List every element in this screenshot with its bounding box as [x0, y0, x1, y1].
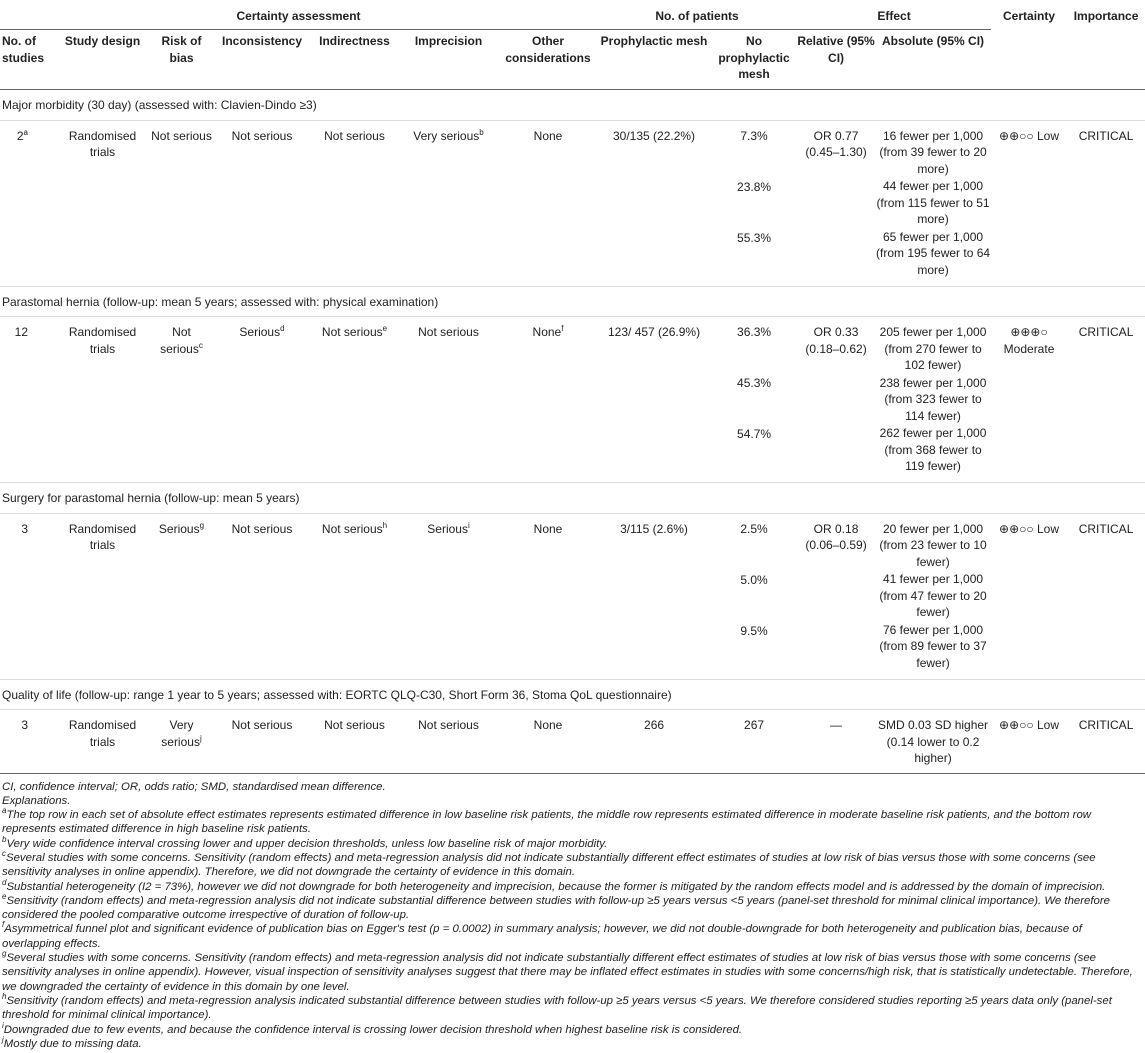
footnote-marker: h — [382, 520, 388, 530]
outcome-title: Quality of life (follow-up: range 1 year to 5 years; assessed with: EORTC QLQ-C30, Short Form 36, Stoma QoL questionnaire) — [0, 679, 1145, 710]
footnote-h — [2, 994, 1143, 1023]
footnote-text: Several studies with some concerns. Sensitivity (random effects) and meta-regression analysis did not indicate substantially different effect estimates of studies at low risk of bias versus those with some concerns (see sensitivity analyses in online appendix). Therefore, we did not downgrade the certainty of evidence in this domain. — [2, 851, 1096, 879]
cell-relative-text: OR 0.77 (0.45–1.30) — [805, 128, 867, 159]
cell-inconsistency — [213, 120, 311, 286]
footnote-marker: d — [280, 324, 285, 333]
baseline-risk: 5.0% — [740, 572, 768, 587]
cell-imprecision-text: Serious — [427, 521, 468, 536]
cell-absolute-effect — [875, 317, 991, 483]
cell-no-prophylactic-mesh — [711, 513, 797, 679]
baseline-risk: 23.8% — [737, 179, 772, 194]
cell-imprecision-text: Not serious — [418, 718, 479, 732]
cell-no-prophylactic-mesh — [711, 710, 797, 773]
cell-study-design-text: Randomised trials — [68, 718, 137, 749]
cell-inconsistency-text: Not serious — [231, 718, 293, 732]
cell-other-considerations — [499, 710, 597, 773]
cell-risk-of-bias-text: Very serious — [161, 718, 200, 749]
cell-indirectness — [311, 710, 398, 773]
baseline-risk: 2.5% — [740, 521, 768, 536]
cell-indirectness-text: Not serious — [324, 128, 385, 143]
cell-risk-of-bias-text: Not serious — [151, 128, 212, 143]
cell-other-considerations-text: None — [533, 521, 563, 536]
cell-imprecision — [398, 513, 499, 679]
cell-study-design — [55, 513, 150, 679]
header-certainty: Certainty — [991, 0, 1067, 90]
outcome-row — [0, 710, 1145, 773]
cell-prophylactic-mesh — [597, 120, 711, 286]
cell-other-considerations-text: None — [533, 718, 563, 732]
cell-study-design — [55, 120, 150, 286]
footnote-marker: g — [2, 949, 7, 959]
baseline-risk: 267 — [744, 718, 765, 732]
cell-inconsistency-text: Serious — [239, 325, 281, 339]
cell-importance — [1067, 120, 1145, 286]
footnote-marker: i — [2, 1020, 4, 1030]
header-no-of-patients: No. of patients — [597, 0, 797, 30]
baseline-risk: 45.3% — [737, 376, 772, 390]
cell-certainty-text: ⊕⊕○○ Low — [999, 128, 1059, 143]
header-importance: Importance — [1067, 0, 1145, 90]
cell-study-design-text: Randomised trials — [68, 521, 137, 552]
cell-indirectness-text: Not serious — [321, 325, 383, 339]
baseline-risk: 36.3% — [737, 325, 772, 339]
absolute-estimate: 44 fewer per 1,000 (from 115 fewer to 51 more) — [876, 179, 990, 226]
absolute-estimate: 65 fewer per 1,000 (from 195 fewer to 64 more) — [876, 229, 991, 277]
abbreviations: CI, confidence interval; OR, odds ratio; SMD, standardised mean difference. — [2, 780, 386, 793]
footnote-marker: a — [2, 806, 7, 816]
cell-certainty — [991, 710, 1067, 773]
footnote-marker: c — [198, 340, 203, 350]
cell-importance — [1067, 513, 1145, 679]
baseline-risk: 9.5% — [740, 623, 768, 638]
cell-imprecision — [398, 710, 499, 773]
footnote-text: Several studies with some concerns. Sensitivity (random effects) and meta-regression analysis did not indicate substantially different effect estimates of studies at low risk of bias versus those with some concerns (see sensitivity analyses in online appendix). However, visual inspection of sensitivity analyses suggest that there may be inflated effect estimates in studies with some concerns/high risk, that is statistically undetectable. Therefore, we downgraded the certainty of evidence in this domain by one level. — [2, 952, 1133, 993]
footnote-text: Mostly due to missing data. — [3, 1037, 142, 1050]
cell-imprecision — [398, 317, 499, 483]
footnote-e — [2, 894, 1143, 923]
footnote-j — [2, 1037, 1143, 1051]
footnote-marker: j — [2, 1035, 4, 1045]
footnote-marker: j — [199, 733, 202, 743]
footnote-marker: h — [2, 992, 7, 1002]
cell-no-prophylactic-mesh — [711, 317, 797, 483]
cell-importance-text: CRITICAL — [1078, 718, 1134, 732]
cell-indirectness-text: Not serious — [324, 718, 385, 732]
cell-relative — [797, 317, 875, 483]
baseline-risk: 7.3% — [740, 128, 768, 143]
footnote-marker: b — [479, 127, 484, 137]
footnote-marker: a — [23, 127, 28, 137]
cell-certainty — [991, 513, 1067, 679]
header-no-prophylactic-mesh: No prophylactic mesh — [711, 30, 797, 90]
absolute-estimate: 20 fewer per 1,000 (from 23 fewer to 10 fewer) — [879, 521, 987, 569]
footnote-b — [2, 834, 1143, 851]
footnote-text: The top row in each set of absolute effect estimates represents estimated difference in low baseline risk patients, the middle row represents estimated difference in moderate baseline risk patients, and the bottom row represents estimated difference in high baseline risk patients. — [2, 809, 1092, 836]
cell-prophylactic-mesh — [597, 513, 711, 679]
cell-inconsistency-text: Not serious — [231, 128, 293, 143]
cell-risk-of-bias-text: Serious — [158, 521, 200, 536]
cell-studies-text: 12 — [14, 325, 28, 339]
cell-importance — [1067, 317, 1145, 483]
cell-no-prophylactic-mesh — [711, 120, 797, 286]
cell-prophylactic-mesh — [597, 317, 711, 483]
absolute-estimate: 262 fewer per 1,000 (from 368 fewer to 119 fewer) — [879, 426, 987, 473]
cell-absolute-effect — [875, 513, 991, 679]
cell-studies-text: 2 — [16, 128, 24, 143]
cell-importance-text: CRITICAL — [1078, 325, 1134, 339]
footnote-marker: g — [199, 520, 205, 530]
cell-study-design-text: Randomised trials — [68, 128, 137, 159]
footnote-marker: f — [2, 920, 5, 930]
footnote-text: Sensitivity (random effects) and meta-regression analysis did not indicate substantial difference between studies with follow-up ≥5 years versus <5 years (panel-set threshold for minimal clinical importance). We therefore considered the pooled comparative outcome irrespective of duration of follow-up. — [2, 894, 1110, 922]
footnote-marker: f — [561, 324, 564, 333]
cell-inconsistency — [213, 317, 311, 483]
cell-studies — [0, 317, 55, 483]
cell-risk-of-bias — [150, 120, 213, 286]
outcome-title: Parastomal hernia (follow-up: mean 5 years; assessed with: physical examination) — [0, 286, 1145, 317]
cell-certainty — [991, 120, 1067, 286]
header-relative: Relative (95% CI) — [797, 30, 875, 90]
cell-studies — [0, 710, 55, 773]
cell-relative — [797, 513, 875, 679]
footnote-marker: c — [2, 849, 6, 859]
cell-prophylactic-mesh-text: 3/115 (2.6%) — [620, 521, 688, 536]
footnote-g — [2, 951, 1143, 994]
footnote-marker: b — [2, 834, 7, 844]
header-absolute: Absolute (95% CI) — [875, 30, 991, 90]
cell-relative-text: — — [830, 718, 843, 732]
header-prophylactic-mesh: Prophylactic mesh — [597, 30, 711, 90]
outcome-row — [0, 120, 1145, 286]
cell-risk-of-bias — [150, 317, 213, 483]
cell-certainty-text: ⊕⊕○○ Low — [999, 521, 1059, 536]
cell-prophylactic-mesh-text: 123/ 457 (26.9%) — [608, 325, 701, 339]
cell-risk-of-bias — [150, 710, 213, 773]
cell-relative-text: OR 0.18 (0.06–0.59) — [805, 521, 867, 552]
cell-importance-text: CRITICAL — [1078, 521, 1134, 536]
cell-studies-text: 3 — [21, 521, 28, 536]
outcome-row — [0, 513, 1145, 679]
cell-certainty-text: ⊕⊕⊕○ Moderate — [1003, 325, 1055, 356]
cell-certainty-text: ⊕⊕○○ Low — [999, 718, 1059, 732]
cell-risk-of-bias — [150, 513, 213, 679]
cell-inconsistency — [213, 710, 311, 773]
cell-relative — [797, 710, 875, 773]
header-effect: Effect — [797, 0, 991, 30]
cell-absolute-effect — [875, 710, 991, 773]
footnote-f — [2, 922, 1143, 951]
cell-importance — [1067, 710, 1145, 773]
cell-study-design — [55, 317, 150, 483]
absolute-estimate: 16 fewer per 1,000 (from 39 fewer to 20 more) — [879, 128, 987, 176]
footnote-marker: e — [2, 892, 7, 902]
cell-other-considerations — [499, 120, 597, 286]
cell-certainty — [991, 317, 1067, 483]
footnote-text: Very wide confidence interval crossing lower and upper decision thresholds, unless low baseline risk of major morbidity. — [6, 837, 608, 850]
explanations-heading: Explanations. — [2, 794, 71, 807]
table-footnotes — [0, 774, 1145, 1052]
outcome-title: Major morbidity (30 day) (assessed with: Clavien-Dindo ≥3) — [0, 90, 1145, 121]
footnote-list — [2, 808, 1143, 1051]
cell-indirectness — [311, 120, 398, 286]
outcome-rows — [0, 90, 1145, 773]
baseline-risk: 55.3% — [737, 230, 772, 245]
cell-studies-text: 3 — [21, 718, 28, 732]
absolute-estimate: 238 fewer per 1,000 (from 323 fewer to 114 fewer) — [879, 375, 987, 423]
cell-prophylactic-mesh — [597, 710, 711, 773]
cell-absolute-effect — [875, 120, 991, 286]
footnote-text: Downgraded due to few events, and because the confidence interval is crossing lower decision threshold when highest baseline risk is considered. — [3, 1023, 743, 1036]
cell-risk-of-bias-text: Not serious — [160, 325, 199, 356]
cell-other-considerations — [499, 317, 597, 483]
absolute-estimate: 205 fewer per 1,000 (from 270 fewer to 102 fewer) — [879, 325, 987, 372]
footnote-text: Substantial heterogeneity (I2 = 73%), however we did not downgrade for both heterogeneity and imprecision, because the former is mitigated by the random effects model and is addressed by the domain of imprecision. — [6, 880, 1106, 893]
cell-importance-text: CRITICAL — [1078, 128, 1134, 143]
cell-imprecision-text: Very serious — [413, 128, 480, 143]
cell-study-design-text: Randomised trials — [68, 325, 137, 356]
header-study-design: Study design — [55, 30, 150, 90]
footnote-marker: d — [2, 877, 7, 887]
header-inconsistency: Inconsistency — [213, 30, 311, 90]
cell-other-considerations — [499, 513, 597, 679]
cell-study-design — [55, 710, 150, 773]
header-no-of-studies: No. of studies — [0, 30, 55, 90]
footnote-marker: e — [382, 324, 388, 333]
cell-imprecision-text: Not serious — [418, 325, 479, 339]
cell-prophylactic-mesh-text: 266 — [644, 718, 665, 732]
footnote-marker: i — [467, 520, 470, 530]
header-imprecision: Imprecision — [398, 30, 499, 90]
baseline-risk: 54.7% — [737, 427, 772, 441]
cell-studies — [0, 513, 55, 679]
absolute-estimate: 76 fewer per 1,000 (from 89 fewer to 37 fewer) — [879, 622, 987, 670]
footnote-text: Asymmetrical funnel plot and significant evidence of publication bias on Egger's test (p = 0.0002) in summary analysis; however, we did not double-downgrade for both heterogeneity and publication bias, because of overlapping effects. — [2, 923, 1082, 950]
cell-indirectness — [311, 317, 398, 483]
footnote-c — [2, 851, 1143, 880]
cell-inconsistency-text: Not serious — [231, 521, 293, 536]
cell-studies — [0, 120, 55, 286]
cell-relative — [797, 120, 875, 286]
outcome-title: Surgery for parastomal hernia (follow-up: mean 5 years) — [0, 483, 1145, 514]
header-risk-of-bias: Risk of bias — [150, 30, 213, 90]
cell-other-considerations-text: None — [533, 128, 563, 143]
cell-prophylactic-mesh-text: 30/135 (22.2%) — [613, 128, 696, 143]
outcome-row — [0, 317, 1145, 483]
cell-imprecision — [398, 120, 499, 286]
cell-indirectness-text: Not serious — [321, 521, 383, 536]
cell-other-considerations-text: None — [532, 325, 562, 339]
cell-relative-text: OR 0.33 (0.18–0.62) — [805, 325, 867, 356]
footnote-text: Sensitivity (random effects) and meta-regression analysis indicated substantial difference between studies with follow-up ≥5 years versus <5 years. We therefore considered studies reporting ≥5 years data only (panel-set threshold for minimal clinical importance). — [2, 994, 1112, 1022]
header-certainty-assessment: Certainty assessment — [0, 0, 597, 30]
header-other-considerations: Other considerations — [499, 30, 597, 90]
cell-inconsistency — [213, 513, 311, 679]
footnote-i — [2, 1020, 1143, 1037]
absolute-estimate: SMD 0.03 SD higher (0.14 lower to 0.2 higher) — [878, 718, 989, 765]
footnote-d — [2, 877, 1143, 894]
footnote-a — [2, 808, 1143, 837]
absolute-estimate: 41 fewer per 1,000 (from 47 fewer to 20 fewer) — [879, 572, 987, 619]
cell-indirectness — [311, 513, 398, 679]
header-indirectness: Indirectness — [311, 30, 398, 90]
